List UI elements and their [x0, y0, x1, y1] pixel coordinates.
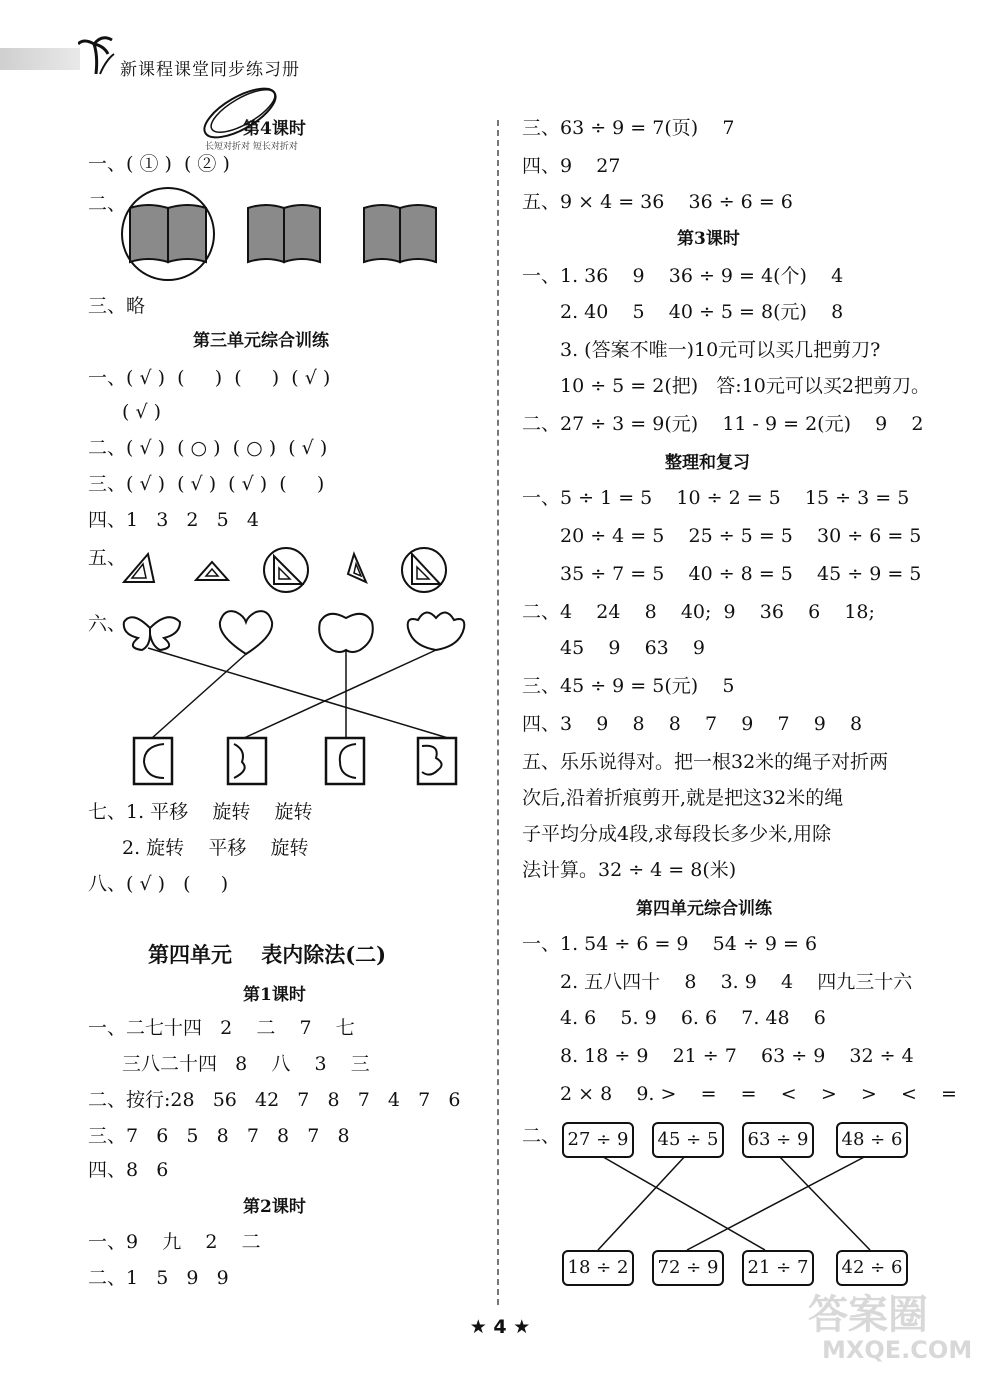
u4-q2: 二、	[522, 1125, 561, 1147]
r-q5: 五、9 × 4 = 36 36 ÷ 6 = 6	[522, 191, 793, 213]
l1-q4: 四、8 6	[88, 1159, 169, 1181]
rv-q3: 三、45 ÷ 9 = 5(元) 5	[522, 675, 735, 697]
u3-q5: 五、	[88, 547, 127, 569]
rv-q1c: 35 ÷ 7 = 5 40 ÷ 8 = 5 45 ÷ 9 = 5	[560, 563, 922, 585]
triangles-figure	[118, 540, 468, 600]
l1-q1b: 三八二十四 8 八 3 三	[122, 1053, 370, 1075]
lesson1-title: 第1课时	[243, 985, 306, 1005]
match-lines	[560, 1150, 920, 1260]
l3-q1c: 3. (答案不唯一)10元可以买几把剪刀?	[560, 339, 881, 361]
rv-q1b: 20 ÷ 4 = 5 25 ÷ 5 = 5 30 ÷ 6 = 5	[560, 525, 922, 547]
r-q4: 四、9 27	[522, 155, 621, 177]
l1-q2: 二、按行:28 56 42 7 8 7 4 7 6	[88, 1089, 461, 1111]
palm-tree-icon	[78, 34, 118, 76]
star-icon: ★	[513, 1316, 531, 1338]
rv-q2b: 45 9 63 9	[560, 637, 706, 659]
l1-q3: 三、7 6 5 8 7 8 7 8	[88, 1125, 350, 1147]
book-icon	[130, 205, 206, 262]
unit3-title: 第三单元综合训练	[193, 331, 329, 351]
l4-q2: 二、	[88, 193, 127, 215]
rv-q5c: 子平均分成4段,求每段长多少米,用除	[522, 823, 832, 845]
top-box: 63 ÷ 9	[742, 1122, 814, 1158]
column-divider	[497, 120, 499, 1305]
set-square-icon	[196, 562, 228, 580]
page-number-value: 4	[493, 1316, 507, 1338]
watermark-logo: 答案圈	[808, 1292, 928, 1338]
flower-icon	[408, 612, 465, 650]
star-icon: ★	[469, 1316, 487, 1338]
cutout-card-icon	[134, 738, 172, 784]
top-box: 45 ÷ 5	[652, 1122, 724, 1158]
lesson4-title: 第4课时	[243, 119, 306, 139]
l3-q2: 二、27 ÷ 3 = 9(元) 11 - 9 = 2(元) 9 2	[522, 413, 924, 435]
u3-q7b: 2. 旋转 平移 旋转	[122, 837, 309, 859]
l4-q1: 一、( ① ) ( ② )	[88, 153, 230, 175]
unit4-title: 第四单元 表内除法(二)	[148, 942, 387, 967]
u3-q1b: ( √ )	[122, 401, 162, 423]
u3-q8: 八、( √ ) ( )	[88, 873, 229, 895]
set-square-icon	[274, 556, 302, 584]
u4-q1c: 4. 6 5. 9 6. 6 7. 48 6	[560, 1007, 826, 1029]
lesson2-title: 第2课时	[243, 1197, 306, 1217]
header-strip	[0, 48, 80, 70]
book-icon	[248, 205, 320, 262]
circle-mark	[402, 548, 446, 592]
set-square-icon	[412, 554, 440, 584]
l2-q1: 一、9 九 2 二	[88, 1231, 261, 1253]
butterfly-icon	[124, 617, 180, 650]
u3-q7a: 七、1. 平移 旋转 旋转	[88, 801, 313, 823]
top-box: 27 ÷ 9	[562, 1122, 634, 1158]
set-square-icon	[124, 554, 154, 582]
lesson3-title: 第3课时	[677, 229, 740, 249]
apple-icon	[319, 614, 373, 652]
u4-q1e: 2 × 8 9. > = = < > > < =	[560, 1083, 957, 1105]
u3-q6: 六、	[88, 613, 127, 635]
books-figure	[118, 186, 478, 286]
l3-q1a: 一、1. 36 9 36 ÷ 9 = 4(个) 4	[522, 265, 844, 287]
review-title: 整理和复习	[665, 453, 750, 473]
u3-q1a: 一、( √ ) ( ) ( ) ( √ )	[88, 367, 331, 389]
bottom-box: 72 ÷ 9	[652, 1250, 724, 1286]
rv-q5a: 五、乐乐说得对。把一根32米的绳子对折两	[522, 751, 889, 773]
watermark-url: MXQE.COM	[822, 1336, 973, 1364]
u3-q3: 三、( √ ) ( √ ) ( √ ) ( )	[88, 473, 325, 495]
set-square-icon	[348, 554, 366, 582]
book-icon	[364, 205, 436, 262]
u4-q1b: 2. 五八四十 8 3. 9 4 四九三十六	[560, 971, 913, 993]
bottom-box: 42 ÷ 6	[836, 1250, 908, 1286]
rv-q5d: 法计算。32 ÷ 4 = 8(米)	[522, 859, 737, 881]
cutout-card-icon	[326, 738, 364, 784]
top-box: 48 ÷ 6	[836, 1122, 908, 1158]
u3-q2: 二、( √ ) ( ○ ) ( ○ ) ( √ )	[88, 437, 328, 459]
l4-q3: 三、略	[88, 295, 146, 317]
bottom-box: 21 ÷ 7	[742, 1250, 814, 1286]
l3-q1b: 2. 40 5 40 ÷ 5 = 8(元) 8	[560, 301, 844, 323]
u4-q1a: 一、1. 54 ÷ 6 = 9 54 ÷ 9 = 6	[522, 933, 818, 955]
circle-mark	[264, 548, 308, 592]
l1-q1a: 一、二七十四 2 二 7 七	[88, 1017, 355, 1039]
header-title: 新课程课堂同步练习册	[120, 60, 300, 80]
rv-q4: 四、3 9 8 8 7 9 7 9 8	[522, 713, 863, 735]
r-q3: 三、63 ÷ 9 = 7(页) 7	[522, 117, 735, 139]
unit4-review-title: 第四单元综合训练	[636, 899, 772, 919]
heart-icon	[220, 611, 272, 654]
l3-q1d: 10 ÷ 5 = 2(把) 答:10元可以买2把剪刀。	[560, 375, 930, 397]
u3-q4: 四、1 3 2 5 4	[88, 509, 259, 531]
l2-q2: 二、1 5 9 9	[88, 1267, 229, 1289]
u4-q1d: 8. 18 ÷ 9 21 ÷ 7 63 ÷ 9 32 ÷ 4	[560, 1045, 914, 1067]
rv-q2a: 二、4 24 8 40; 9 36 6 18;	[522, 601, 875, 623]
l4-small-note: 长短对折对 短长对折对	[205, 142, 298, 152]
rv-q5b: 次后,沿着折痕剪开,就是把这32米的绳	[522, 787, 844, 809]
matching-shapes-figure	[118, 600, 478, 800]
bottom-box: 18 ÷ 2	[562, 1250, 634, 1286]
rv-q1a: 一、5 ÷ 1 = 5 10 ÷ 2 = 5 15 ÷ 3 = 5	[522, 487, 910, 509]
